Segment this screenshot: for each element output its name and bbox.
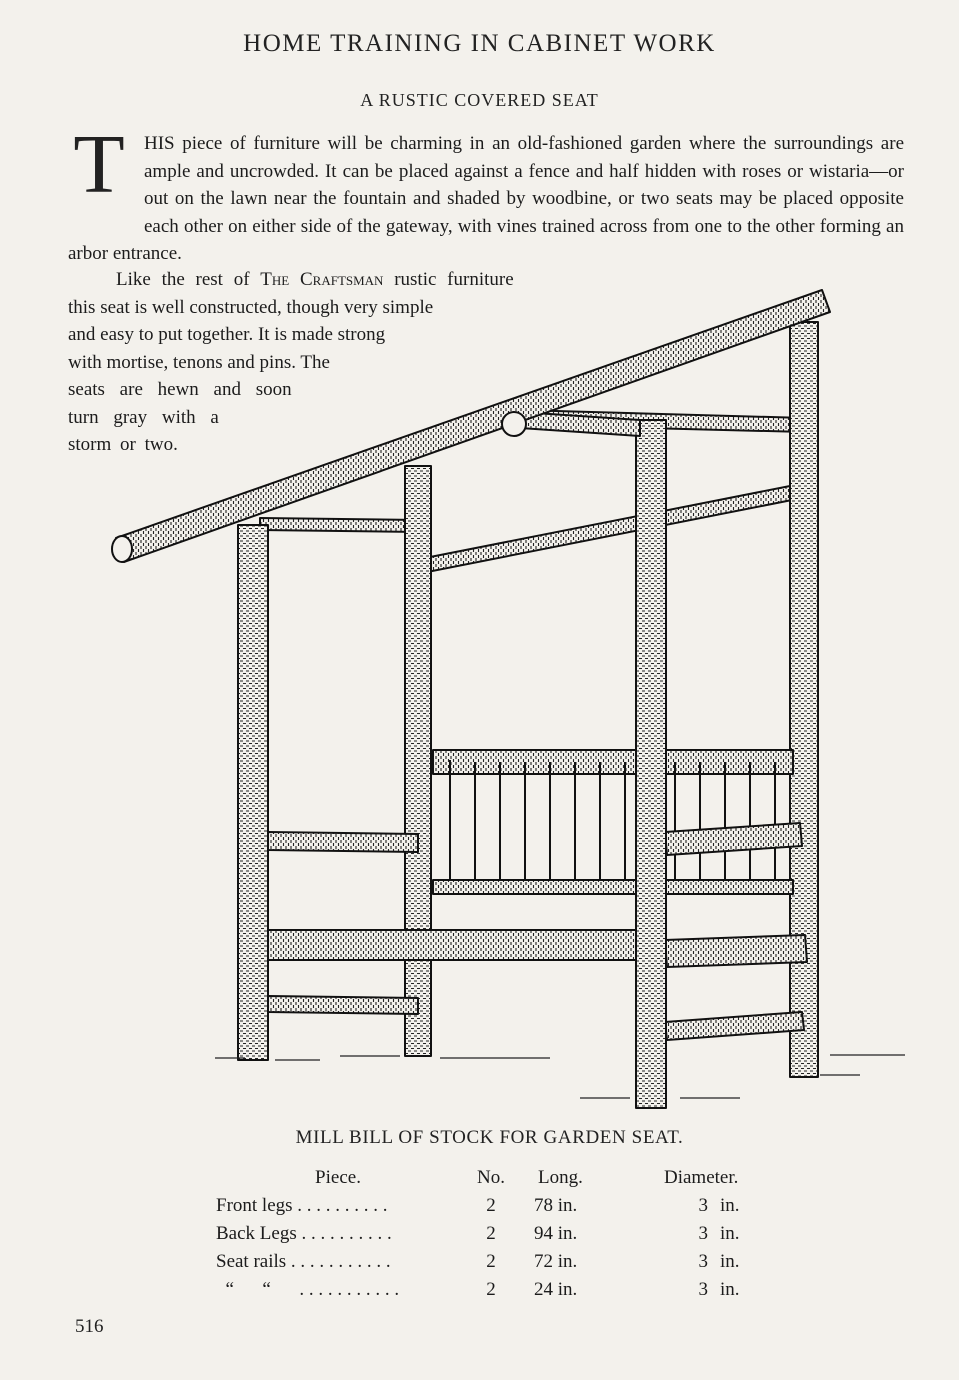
table-row — [210, 1248, 770, 1276]
rustic-seat-illustration — [100, 285, 920, 1115]
drop-cap: T — [73, 118, 125, 211]
cell-unit: in. — [720, 1251, 740, 1272]
running-header: HOME TRAINING IN CABINET WORK — [243, 30, 716, 57]
second-paragraph-line: seats are hewn and soon — [68, 379, 292, 400]
second-paragraph-line: storm or two. — [68, 434, 178, 455]
cell-long: 94 in. — [534, 1223, 578, 1244]
article-title: A RUSTIC COVERED SEAT — [360, 90, 599, 110]
cell-unit: in. — [720, 1279, 740, 1300]
mill-bill-table — [210, 1164, 770, 1304]
cell-no: 2 — [486, 1223, 496, 1244]
table-row — [210, 1220, 770, 1248]
cell-diameter: 3 — [698, 1223, 708, 1244]
second-paragraph-line: and easy to put together. It is made strong — [68, 324, 386, 345]
cell-diameter: 3 — [698, 1279, 708, 1300]
cell-long: 78 in. — [534, 1195, 578, 1216]
intro-paragraph — [68, 118, 904, 268]
header-long: Long. — [538, 1167, 583, 1188]
cell-long: 24 in. — [534, 1279, 578, 1300]
cell-diameter: 3 — [698, 1195, 708, 1216]
cell-no: 2 — [486, 1195, 496, 1216]
craftsman-brand: The Craftsman — [260, 269, 384, 290]
header-piece: Piece. — [315, 1167, 361, 1188]
cell-piece: “ “ . . . . . . . . . . . — [216, 1279, 400, 1300]
cell-long: 72 in. — [534, 1251, 578, 1272]
header-diameter: Diameter. — [664, 1167, 739, 1188]
cell-piece: Front legs . . . . . . . . . . — [216, 1195, 388, 1216]
cell-no: 2 — [486, 1279, 496, 1300]
second-paragraph-line: with mortise, tenons and pins. The — [68, 351, 330, 373]
mill-bill-header-row — [210, 1164, 770, 1192]
cell-unit: in. — [720, 1195, 740, 1216]
header-no: No. — [477, 1167, 505, 1188]
second-paragraph-line: this seat is well constructed, though very simple — [68, 296, 434, 318]
intro-paragraph-text: HIS piece of furniture will be charming in an old-fashioned garden where the surroundings are ample and uncrowded. It can be placed against a fence and half hidden with roses or wistaria—or out on the lawn near the fountain and shaded by woodbine, or two seats may be placed opposite each other on either side of the gateway, with vines trained across from one to the other forming an arbor entrance. — [68, 133, 904, 264]
table-row — [210, 1192, 770, 1220]
cell-piece: Seat rails . . . . . . . . . . . — [216, 1251, 391, 1272]
cell-piece: Back Legs . . . . . . . . . . — [216, 1223, 392, 1244]
cell-no: 2 — [486, 1251, 496, 1272]
cell-diameter: 3 — [698, 1251, 708, 1272]
mill-bill-title: MILL BILL OF STOCK FOR GARDEN SEAT. — [295, 1127, 684, 1148]
cell-unit: in. — [720, 1223, 740, 1244]
page-number: 516 — [75, 1316, 104, 1337]
table-row — [210, 1276, 770, 1304]
second-paragraph-line: turn gray with a — [68, 406, 219, 428]
second-paragraph-lead: Like the rest of — [116, 269, 261, 290]
second-paragraph-lead-end: rustic furniture — [383, 269, 514, 290]
